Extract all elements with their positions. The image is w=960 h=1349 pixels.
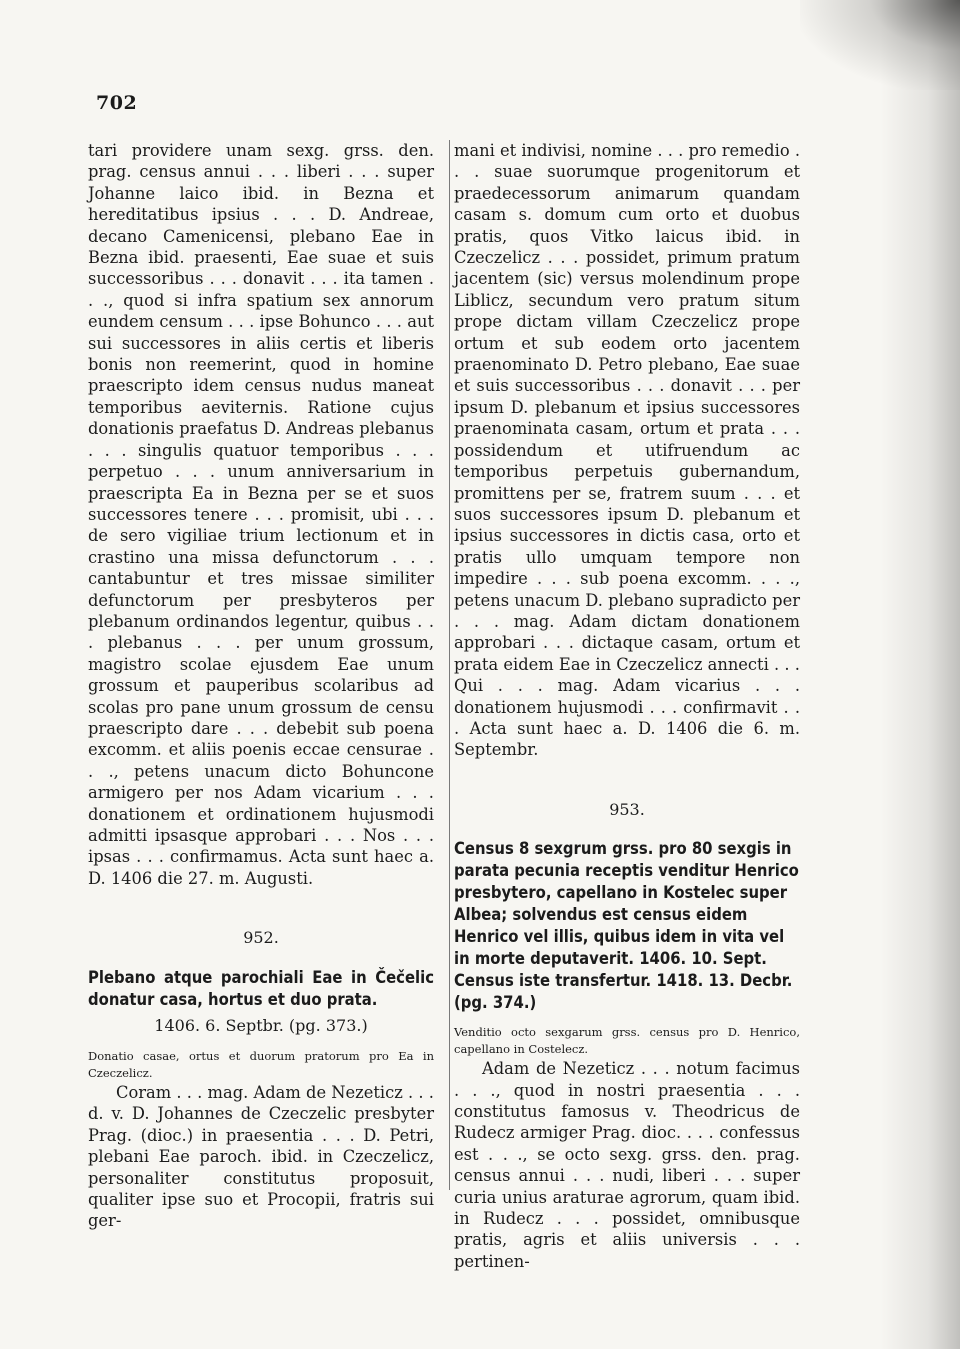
entry-number-953: 953. xyxy=(609,799,645,819)
right-column xyxy=(454,140,800,1272)
corner-shadow xyxy=(800,0,960,90)
entry-952-date: 1406. 6. Septbr. (pg. 373.) xyxy=(154,1015,368,1035)
right-opening-paragraph: mani et indivisi, nomine . . . pro remedio . . . suae suorumque progenitorum et praedecessorum animarum quandam casam s. domum cum orto et duobus pratis, quos Vitko laicus ibid. in Czeczelicz . . . possidet, primum pratum jacentem (sic) versus molendinum prope Liblicz, secundum vero pratum situm prope dictam villam Czeczelicz prope ortum et sub eodem orto jacentem praenominato D. Petro plebano, Eae suae et suis successoribus . . . donavit . . . per ipsum D. plebanum et ipsius successores praenominata casam, ortum et prata . . . possidendum et utifruendum ac temporibus perpetuis gubernandum, promittens per se, fratrem suum . . . et suos successores ipsum D. plebanum et ipsius successores in dictis casa, orto et pratis ullo umquam tempore non impedire . . . sub poena excomm. . . ., petens unacum D. plebano supradicto per . . . mag. Adam dictam donationem approbari . . . dictaque casam, ortum et prata eidem Eae in Czeczelicz annecti . . . Qui . . . mag. Adam vicarius . . . donationem hujusmodi . . . confirmavit . . . Acta sunt haec a. D. 1406 die 6. m. Septembr. xyxy=(454,141,800,760)
entry-952-summary: Donatio casae, ortus et duorum pratorum pro Ea in Czeczelicz. xyxy=(88,1049,434,1081)
left-opening-paragraph: tari providere unam sexg. grss. den. prag. census annui . . . liberi . . . super Johanne laico ibid. in Bezna et hereditatibus ipsius . . . D. Andreae, decano Camenicensi, plebano Eae in Bezna ibid. praesenti, Eae suae et suis successoribus . . . donavit . . . ita tamen . . ., quod si infra spatium sex annorum eundem censum . . . ipse Bohunco . . . aut sui successores in aliis certis et liberis bonis non reemerint, quod in homine praescripto idem census nudus maneat temporibus aeviternis. Ratione cujus donationis praefatus D. Andreas plebanus . . . singulis quatuor temporibus . . . perpetuo . . . unum anniversarium in praescripta Ea in Bezna per se et suos successores tenere . . . promisit, ubi . . . de sero vigiliae trium lectionum et in crastino una missa defunctorum . . . cantabuntur et tres missae similiter defunctorum per presbyteros per plebanum ordinandos legentur, quibus . . . plebanus . . . per unum grossum, magistro scolae ejusdem Eae unum grossum et pauperibus scolaribus ad scolas pro pane unum grossum de censu praescripto dare . . . debebit sub poena excomm. et aliis poenis eccae censurae . . ., petens unacum dicto Bohuncone armigero per nos Adam vicarium . . . donationem et ordinationem hujusmodi admitti ipsasque approbari . . . Nos . . . ipsas . . . confirmamus. Acta sunt haec a. D. 1406 die 27. m. Augusti. xyxy=(88,141,434,888)
entry-number-952: 952. xyxy=(243,928,279,948)
entry-953-heading-main: Census 8 sexgrum grss. pro 80 sexgis in parata pecunia receptis venditur Henrico presbytero, capellano in Kostelec super Albea; solvendus est census eidem Henrico vel illis, quibus idem in vita vel in morte deputaverit. xyxy=(454,839,799,969)
entry-953-summary: Venditio octo sexgarum grss. census pro D. Henrico, capellano in Costelecz. xyxy=(454,1025,800,1057)
entry-953-heading xyxy=(454,838,800,1014)
entry-953-body: Adam de Nezeticz . . . notum facimus . . ., quod in nostri praesentia . . . constitutus famosus v. Theodricus de Rudecz armiger Prag. dioc. . . . confessus est . . ., se octo sexg. grss. den. prag. census annui . . . nudi, liberi . . . super curia unius araturae agrorum, quam ibid. in Rudecz . . . possidet, omnibusque pratis, agris et aliis universis . . . pertinen- xyxy=(454,1059,800,1271)
binding-edge-shadow xyxy=(880,0,960,1349)
page-number: 702 xyxy=(96,92,138,114)
left-column xyxy=(88,140,434,1232)
entry-953-heading-tail: 1406. 10. Sept. Census iste transfertur. 1418. 13. Decbr. (pg. 374.) xyxy=(454,949,793,1013)
entry-952-body: Coram . . . mag. Adam de Nezeticz . . . d. v. D. Johannes de Czeczelic presbyter Prag. (dioc.) in praesentia . . . D. Petri, plebani Eae paroch. ibid. in Czeczelicz, personaliter constitutus proposuit, qualiter ipse suo et Procopii, fratris sui ger- xyxy=(88,1083,434,1231)
column-divider xyxy=(449,140,450,1190)
entry-952-heading: Plebano atque parochiali Eae in Čečelic donatur casa, hortus et duo prata. xyxy=(88,967,434,1009)
